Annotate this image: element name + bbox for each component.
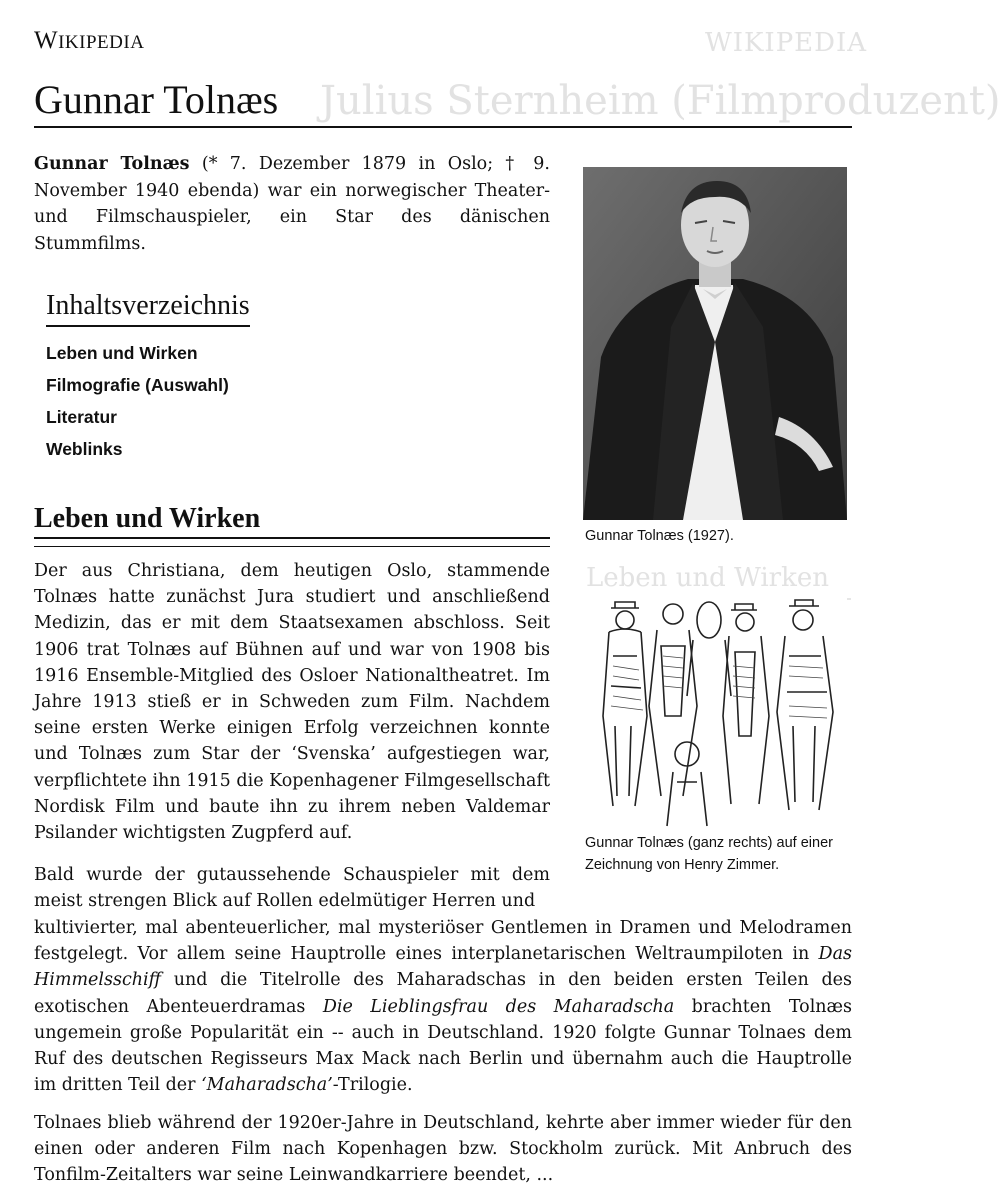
paragraph-2-start: Bald wurde der gutaussehende Schauspieler mit dem meist strengen Blick auf Rollen edelmütiger Herren und (34, 865, 550, 912)
title-divider (34, 126, 852, 128)
section-divider-thin (34, 546, 550, 547)
portrait-photo[interactable] (583, 167, 847, 520)
wordmark-rest: IKIPEDIA (58, 32, 145, 53)
section-heading-leben-und-wirken: Leben und Wirken (34, 503, 261, 534)
paragraph-1: Der aus Christiana, dem heutigen Oslo, stammende Tolnæs hatte zunächst Jura studiert und anschließend Medizin, das er mit dem Staatsexamen abschloss. Seit 1906 trat Tolnæs auf Bühnen auf und war von 1908 bis 1916 Ensemble-Mitglied des Osloer Nationaltheatret. Im Jahre 1913 stieß er in Schweden zum Film. Nachdem seine ersten Werke einigen Erfolg verzeichnen konnte und Tolnæs zum Star der ‘Svenska’ aufgestiegen war, verpflichtete ihn 1915 die Kopenhagener Filmgesellschaft Nordisk Film und baute ihn zu ihrem neben Valdemar Psilander wichtigsten Zugpferd auf. (34, 561, 550, 844)
paragraph-2-text-c: brachten Tolnæs ungemein große Popularität ein -- auch in Deutschland. 1920 folgte Gunnar Tolnaes dem Ruf des deutschen Regisseurs Max Mack nach Berlin und übernahm auch die Hauptrolle im dritten Teil der (34, 996, 852, 1096)
intro-text: (* 7. Dezember 1879 in Oslo; † 9. November 1940 ebenda) war ein norwegischer Theater- und Filmschauspieler, ein Star des dänischen Stummfilms. (34, 154, 550, 254)
section-divider (34, 537, 550, 539)
film-title-maharadscha: ‘Maharadscha’ (201, 1075, 333, 1096)
paragraph-3: Tolnaes blieb während der 1920er-Jahre in Deutschland, kehrte aber immer wieder für den einen oder anderen Film nach Kopenhagen bzw. Stockholm zurück. Mit Anbruch des Tonfilm-Zeitalters war seine Leinwandkarriere beendet, ... (34, 1113, 852, 1186)
toc-list (46, 337, 346, 465)
paragraph-2-continued (34, 915, 852, 1098)
wordmark-initial: W (34, 27, 59, 54)
portrait-caption: Gunnar Tolnæs (1927). (585, 528, 734, 544)
table-of-contents (46, 290, 346, 465)
group-sketch[interactable] (583, 596, 847, 826)
film-title-lieblingsfrau: Die Lieblingsfrau des Maharadscha (322, 996, 675, 1017)
toc-title: Inhaltsverzeichnis (46, 290, 250, 327)
paragraph-2-text-d: -Trilogie. (332, 1075, 413, 1096)
paragraph-2-text-a: kultivierter, mal abenteuerlicher, mal mysteriöser Gentlemen in Dramen und Melodramen festgelegt. Vor allem seine Hauptrolle eines interplanetarischen Weltraumpiloten in (34, 918, 852, 965)
bleed-through-title: Julius Sternheim (Filmproduzent) (320, 78, 1001, 124)
toc-item-weblinks[interactable]: Weblinks (46, 439, 123, 459)
toc-item-filmografie[interactable]: Filmografie (Auswahl) (46, 375, 229, 395)
film-title-himmelsschiff: Das Himmelsschiff (34, 944, 852, 991)
toc-item-leben-und-wirken[interactable]: Leben und Wirken (46, 343, 198, 363)
bleed-through-brand: WIKIPEDIA (705, 28, 868, 58)
sketch-illustration (583, 596, 847, 826)
portrait-illustration (583, 167, 847, 520)
wikipedia-wordmark[interactable] (34, 27, 144, 55)
sketch-caption: Gunnar Tolnæs (ganz rechts) auf einer Zeichnung von Henry Zimmer. (585, 835, 833, 873)
intro-name: Gunnar Tolnæs (34, 154, 190, 174)
paragraph-2-text-b: und die Titelrolle des Maharadschas in den beiden ersten Teilen des exotischen Abenteuerdramas (34, 970, 852, 1017)
intro-paragraph (34, 151, 550, 257)
page-title: Gunnar Tolnæs (34, 77, 279, 122)
bleed-through-heading: Leben und Wirken (586, 563, 829, 593)
toc-item-literatur[interactable]: Literatur (46, 407, 117, 427)
